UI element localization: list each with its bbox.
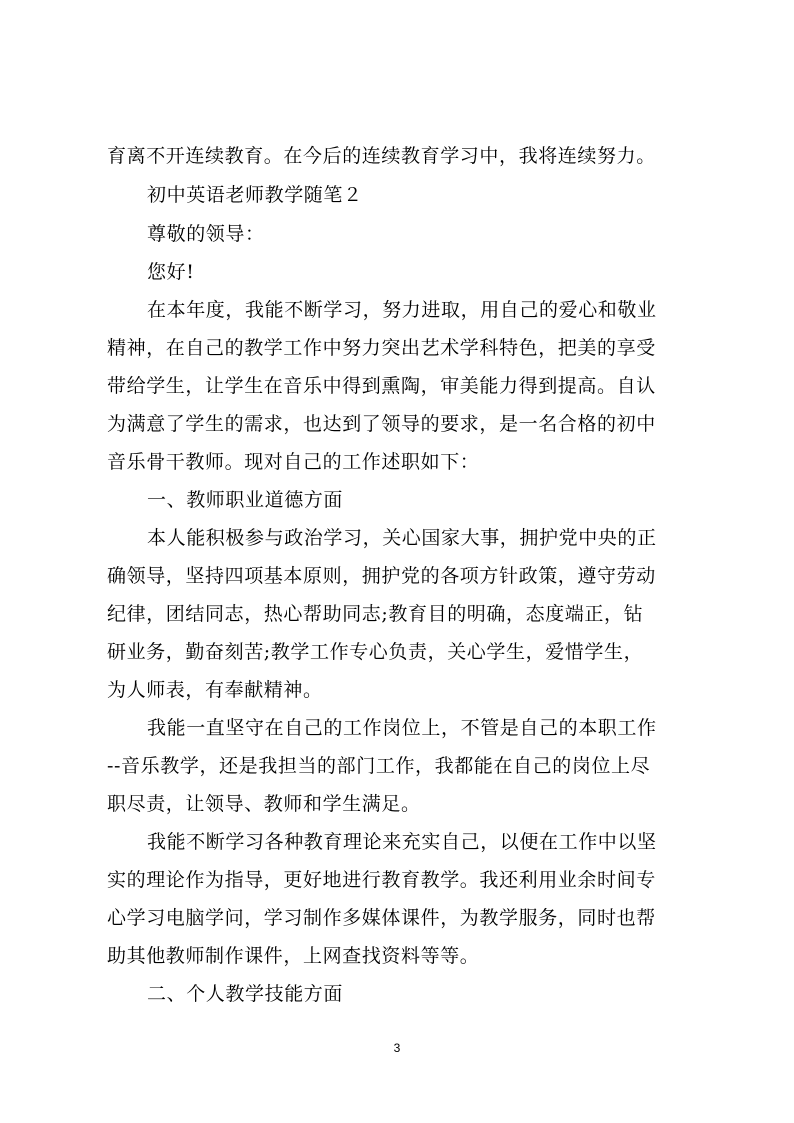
section-heading: 一、教师职业道德方面: [147, 489, 344, 511]
paragraph-line: 研业务，勤奋刻苦;教学工作专心负责，关心学生，爱惜学生，: [107, 641, 644, 663]
salutation: 尊敬的领导：: [147, 223, 265, 245]
paragraph-line: 为满意了学生的需求，也达到了领导的要求，是一名合格的初中: [107, 413, 656, 435]
paragraph-line: 纪律，团结同志，热心帮助同志;教育目的明确，态度端正，钻: [107, 603, 644, 625]
paragraph-line: 我能一直坚守在自己的工作岗位上，不管是自己的本职工作: [147, 717, 657, 739]
paragraph-line: --音乐教学，还是我担当的部门工作，我都能在自己的岗位上尽: [107, 755, 651, 777]
paragraph-line: 助其他教师制作课件，上网查找资料等等。: [107, 945, 480, 967]
paragraph-line: 职尽责，让领导、教师和学生满足。: [107, 793, 421, 815]
section-title: 初中英语老师教学随笔２: [147, 184, 363, 206]
page-number: 3: [393, 1041, 401, 1055]
paragraph-line: 心学习电脑学问，学习制作多媒体课件，为教学服务，同时也帮: [107, 907, 656, 929]
paragraph-line: 本人能积极参与政治学习，关心国家大事，拥护党中央的正: [147, 527, 657, 549]
paragraph-line: 实的理论作为指导，更好地进行教育教学。我还利用业余时间专: [107, 869, 656, 891]
paragraph-line: 音乐骨干教师。现对自己的工作述职如下：: [107, 451, 480, 473]
greeting: 您好!: [147, 261, 195, 283]
paragraph-line: 精神，在自己的教学工作中努力突出艺术学科特色，把美的享受: [107, 337, 656, 359]
paragraph-line: 为人师表，有奉献精神。: [107, 679, 323, 701]
paragraph-line: 我能不断学习各种教育理论来充实自己，以便在工作中以坚: [147, 831, 657, 853]
text-line: 育离不开连续教育。在今后的连续教育学习中，我将连续努力。: [107, 145, 656, 167]
paragraph-line: 带给学生，让学生在音乐中得到熏陶，审美能力得到提高。自认: [107, 375, 656, 397]
paragraph-line: 确领导，坚持四项基本原则，拥护党的各项方针政策，遵守劳动: [107, 565, 656, 587]
paragraph-line: 在本年度，我能不断学习，努力进取，用自己的爱心和敬业: [147, 299, 657, 321]
section-heading: 二、个人教学技能方面: [147, 983, 344, 1005]
